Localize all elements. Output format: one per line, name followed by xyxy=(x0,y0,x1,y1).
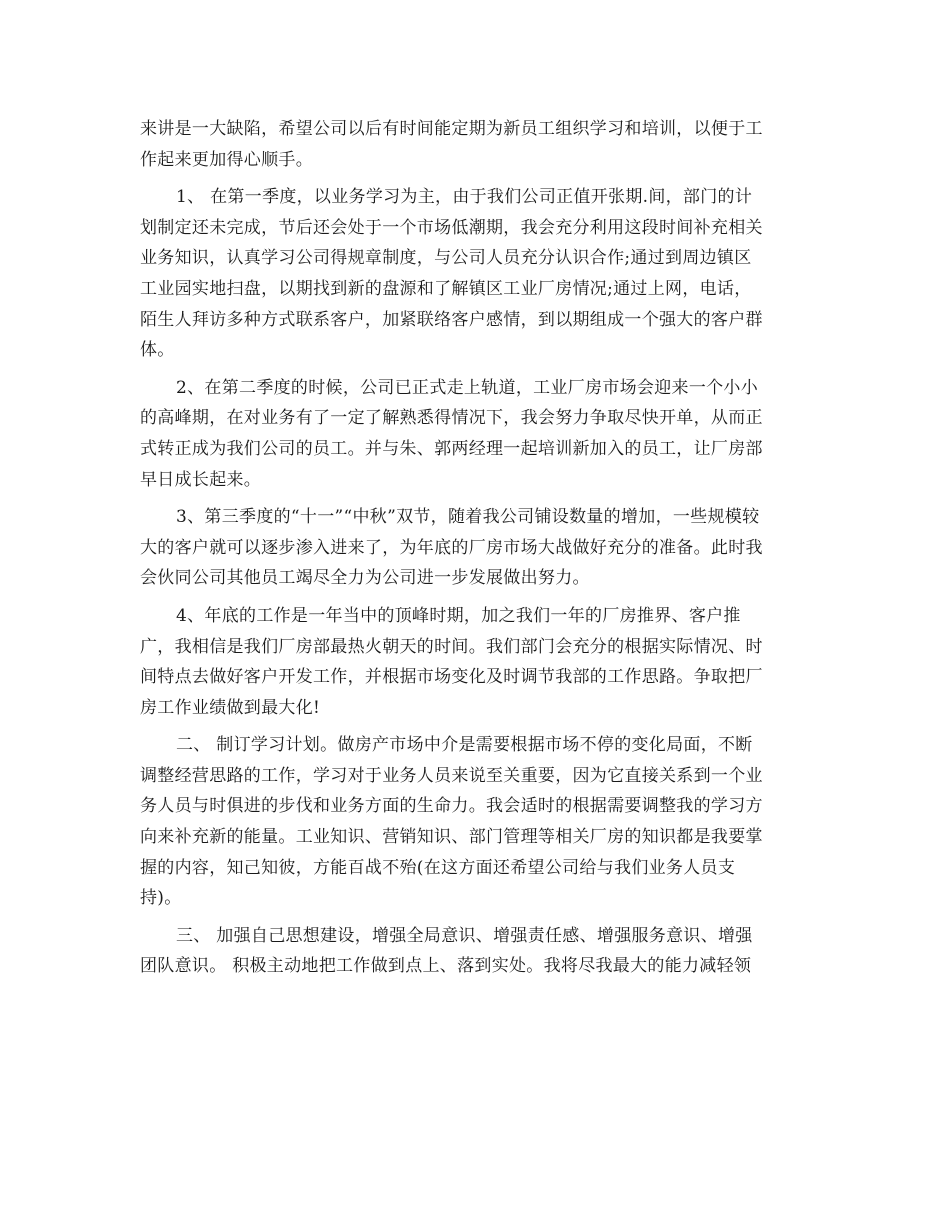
section-2-start: 二、 制订学习计划。做房产市场中介是需要根据市场不停的变化局面，不断 xyxy=(176,735,753,756)
text-line: 调整经营思路的工作，学习对于业务人员来说至关重要，因为它直接关系到一个业 xyxy=(140,765,763,786)
text-line: 划制定还未完成，节后还会处于一个市场低潮期，我会充分利用这段时间补充相关 xyxy=(140,217,763,238)
text-line: 会伙同公司其他员工竭尽全力为公司进一步发展做出努力。 xyxy=(140,568,590,589)
text-line: 团队意识。 积极主动地把工作做到点上、落到实处。我将尽我最大的能力减轻领 xyxy=(140,956,752,977)
text-line: 工业园实地扫盘，以期找到新的盘源和了解镇区工业厂房情况;通过上网，电话， xyxy=(140,278,752,299)
text-line: 式转正成为我们公司的员工。并与朱、郭两经理一起培训新加入的员工，让厂房部 xyxy=(140,438,763,459)
text-line: 业务知识，认真学习公司得规章制度，与公司人员充分认识合作;通过到周边镇区 xyxy=(140,248,752,269)
text-line: 务人员与时俱进的步伐和业务方面的生命力。我会适时的根据需要调整我的学习方 xyxy=(140,796,763,817)
document-body xyxy=(140,114,820,982)
text-line: 早日成长起来。 xyxy=(140,469,262,490)
paragraph-1-start: 1、 在第一季度，以业务学习为主，由于我们公司正值开张期.间，部门的计 xyxy=(176,187,753,208)
paragraph-2-start: 2、在第二季度的时候，公司已正式走上轨道，工业厂房市场会迎来一个小小 xyxy=(176,377,759,398)
section-3-start: 三、 加强自己思想建设，增强全局意识、增强责任感、增强服务意识、增强 xyxy=(176,925,753,946)
text-line: 握的内容，知己知彼，方能百战不殆(在这方面还希望公司给与我们业务人员支 xyxy=(140,857,736,878)
paragraph-3-start: 3、第三季度的“十一”“中秋”双节，随着我公司铺设数量的增加，一些规模较 xyxy=(176,507,760,528)
text-line: 向来补充新的能量。工业知识、营销知识、部门管理等相关厂房的知识都是我要掌 xyxy=(140,827,763,848)
text-line: 的高峰期，在对业务有了一定了解熟悉得情况下，我会努力争取尽快开单，从而正 xyxy=(140,408,763,429)
text-line: 来讲是一大缺陷，希望公司以后有时间能定期为新员工组织学习和培训，以便于工 xyxy=(140,119,763,139)
text-line: 房工作业绩做到最大化! xyxy=(140,697,321,718)
text-line: 广，我相信是我们厂房部最热火朝天的时间。我们部门会充分的根据实际情况、时 xyxy=(140,636,763,657)
paragraph-4-start: 4、年底的工作是一年当中的顶峰时期，加之我们一年的厂房推界、客户推 xyxy=(176,605,741,626)
text-line: 间特点去做好客户开发工作，并根据市场变化及时调节我部的工作思路。争取把厂 xyxy=(140,667,763,688)
text-line: 作起来更加得心顺手。 xyxy=(140,149,313,170)
text-line: 陌生人拜访多种方式联系客户，加紧联络客户感情，到以期组成一个强大的客户群 xyxy=(140,309,763,330)
text-line: 体。 xyxy=(140,340,175,361)
text-line: 持)。 xyxy=(140,888,182,909)
text-line: 大的客户就可以逐步渗入进来了，为年底的厂房市场大战做好充分的准备。此时我 xyxy=(140,537,763,558)
